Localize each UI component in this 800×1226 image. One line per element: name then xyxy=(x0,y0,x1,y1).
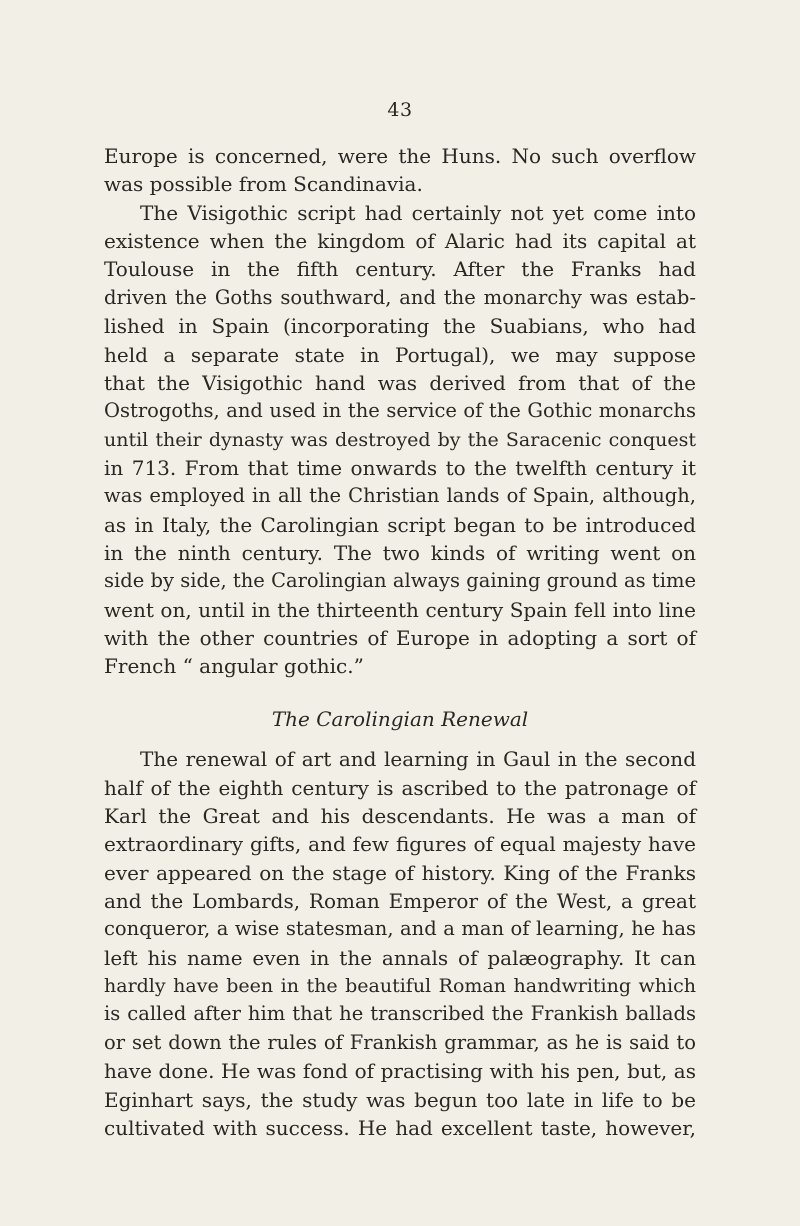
text-line: hardly have been in the beautiful Roman handwriting which xyxy=(104,975,696,998)
page-number: 43 xyxy=(387,99,413,121)
text-line: with the other countries of Europe in adopting a sort of xyxy=(104,626,696,651)
text-line: in the ninth century. The two kinds of writing went on xyxy=(104,541,696,566)
text-line: ever appeared on the stage of history. King of the Franks xyxy=(104,860,696,885)
text-line: half of the eighth century is ascribed to the patronage of xyxy=(104,775,696,800)
text-line: Toulouse in the fifth century. After the Franks had xyxy=(104,257,696,282)
text-line: The renewal of art and learning in Gaul in the second xyxy=(140,747,696,772)
text-line: Europe is concerned, were the Huns. No such overflow xyxy=(104,144,696,168)
text-line: in 713. From that time onwards to the twelfth century it xyxy=(104,455,696,480)
text-line: was employed in all the Christian lands of Spain, although, xyxy=(104,484,696,508)
text-line: conqueror, a wise statesman, and a man of learning, he has xyxy=(104,917,696,941)
text-line: have done. He was fond of practising with his pen, but, as xyxy=(104,1059,696,1084)
text-line: left his name even in the annals of palæography. It can xyxy=(104,945,696,970)
text-line: lished in Spain (incorporating the Suabians, who had xyxy=(104,314,696,339)
text-line: as in Italy, the Carolingian script began to be introduced xyxy=(104,512,696,537)
text-line: The Visigothic script had certainly not yet come into xyxy=(140,200,696,225)
section-heading: The Carolingian Renewal xyxy=(271,706,529,731)
text-line: or set down the rules of Frankish grammar, as he is said to xyxy=(104,1030,696,1054)
text-line: held a separate state in Portugal), we may suppose xyxy=(104,342,696,367)
text-line: Ostrogoths, and used in the service of the Gothic monarchs xyxy=(104,399,696,423)
text-line: is called after him that he transcribed the Frankish ballads xyxy=(104,1002,696,1026)
text-line: cultivated with success. He had excellent taste, however, xyxy=(104,1115,696,1140)
text-line: side by side, the Carolingian always gaining ground as time xyxy=(104,569,696,593)
text-line: Karl the Great and his descendants. He was a man of xyxy=(104,803,696,828)
paragraph xyxy=(104,199,696,681)
paragraph xyxy=(104,142,696,199)
text-line: existence when the kingdom of Alaric had its capital at xyxy=(104,229,696,254)
text-line: French “ angular gothic.” xyxy=(104,654,364,679)
text-line: Eginhart says, the study was begun too late in life to be xyxy=(104,1087,696,1112)
text-line: until their dynasty was destroyed by the Saracenic conquest xyxy=(104,428,696,451)
text-line: driven the Goths southward, and the monarchy was estab- xyxy=(104,285,696,309)
body-text xyxy=(104,142,696,1142)
text-line: was possible from Scandinavia. xyxy=(104,172,423,197)
text-line: and the Lombards, Roman Emperor of the West, a great xyxy=(104,888,696,913)
text-line: extraordinary gifts, and few figures of equal majesty have xyxy=(104,832,696,857)
text-line: went on, until in the thirteenth century Spain fell into line xyxy=(104,597,696,622)
text-line: that the Visigothic hand was derived from that of the xyxy=(104,370,696,395)
paragraph xyxy=(104,745,696,1142)
